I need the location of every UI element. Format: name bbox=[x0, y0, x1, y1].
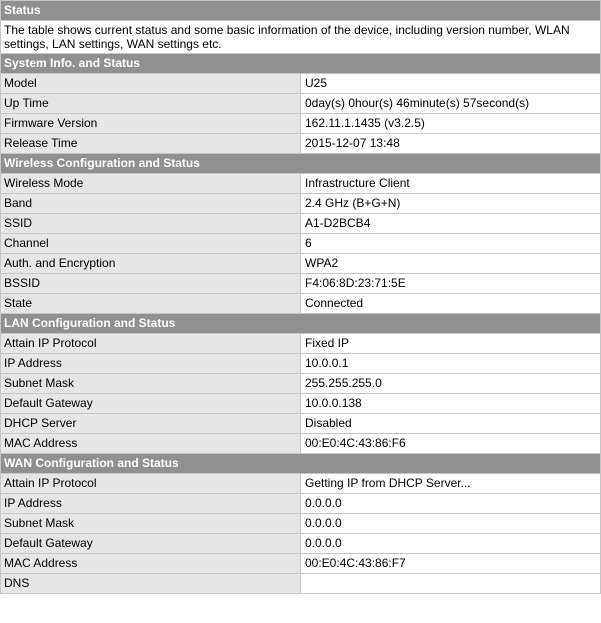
row-label: Firmware Version bbox=[1, 114, 301, 134]
row-value: 162.11.1.1435 (v3.2.5) bbox=[301, 114, 601, 134]
row-label: Subnet Mask bbox=[1, 514, 301, 534]
row-value: 00:E0:4C:43:86:F6 bbox=[301, 434, 601, 454]
row-label: Release Time bbox=[1, 134, 301, 154]
row-value: 00:E0:4C:43:86:F7 bbox=[301, 554, 601, 574]
row-label: Model bbox=[1, 74, 301, 94]
row-label: SSID bbox=[1, 214, 301, 234]
lan-section-title: LAN Configuration and Status bbox=[1, 314, 601, 334]
row-value bbox=[301, 574, 601, 594]
row-label: MAC Address bbox=[1, 554, 301, 574]
table-row bbox=[1, 334, 601, 354]
table-row bbox=[1, 474, 601, 494]
table-row bbox=[1, 274, 601, 294]
status-header-row bbox=[1, 1, 601, 21]
table-row bbox=[1, 234, 601, 254]
row-label: BSSID bbox=[1, 274, 301, 294]
row-label: Channel bbox=[1, 234, 301, 254]
row-value: 0.0.0.0 bbox=[301, 514, 601, 534]
table-row bbox=[1, 374, 601, 394]
row-value: F4:06:8D:23:71:5E bbox=[301, 274, 601, 294]
row-label: IP Address bbox=[1, 354, 301, 374]
status-title: Status bbox=[1, 1, 601, 21]
status-description: The table shows current status and some basic information of the device, including version number, WLAN settings, LAN settings, WAN settings etc. bbox=[1, 21, 601, 54]
table-row bbox=[1, 514, 601, 534]
row-value: 0.0.0.0 bbox=[301, 494, 601, 514]
row-value: Getting IP from DHCP Server... bbox=[301, 474, 601, 494]
row-value: 0day(s) 0hour(s) 46minute(s) 57second(s) bbox=[301, 94, 601, 114]
table-row bbox=[1, 254, 601, 274]
row-value: Connected bbox=[301, 294, 601, 314]
status-description-row bbox=[1, 21, 601, 54]
row-value: A1-D2BCB4 bbox=[301, 214, 601, 234]
row-label: Up Time bbox=[1, 94, 301, 114]
row-label: State bbox=[1, 294, 301, 314]
row-label: Auth. and Encryption bbox=[1, 254, 301, 274]
row-value: 10.0.0.1 bbox=[301, 354, 601, 374]
row-value: Fixed IP bbox=[301, 334, 601, 354]
table-row bbox=[1, 494, 601, 514]
row-label: DHCP Server bbox=[1, 414, 301, 434]
table-row bbox=[1, 354, 601, 374]
table-row bbox=[1, 434, 601, 454]
row-label: MAC Address bbox=[1, 434, 301, 454]
table-row bbox=[1, 414, 601, 434]
table-row bbox=[1, 134, 601, 154]
row-value: WPA2 bbox=[301, 254, 601, 274]
table-row bbox=[1, 294, 601, 314]
table-row bbox=[1, 194, 601, 214]
row-label: Attain IP Protocol bbox=[1, 474, 301, 494]
table-row bbox=[1, 534, 601, 554]
row-label: Default Gateway bbox=[1, 394, 301, 414]
row-value: 2015-12-07 13:48 bbox=[301, 134, 601, 154]
table-row bbox=[1, 214, 601, 234]
row-value: 0.0.0.0 bbox=[301, 534, 601, 554]
row-value: 255.255.255.0 bbox=[301, 374, 601, 394]
table-row bbox=[1, 554, 601, 574]
lan-section-header bbox=[1, 314, 601, 334]
row-value: 10.0.0.138 bbox=[301, 394, 601, 414]
row-label: IP Address bbox=[1, 494, 301, 514]
wan-section-title: WAN Configuration and Status bbox=[1, 454, 601, 474]
table-row bbox=[1, 94, 601, 114]
row-value: Disabled bbox=[301, 414, 601, 434]
row-label: Attain IP Protocol bbox=[1, 334, 301, 354]
wireless-section-title: Wireless Configuration and Status bbox=[1, 154, 601, 174]
table-row bbox=[1, 174, 601, 194]
table-row bbox=[1, 574, 601, 594]
row-value: U25 bbox=[301, 74, 601, 94]
system-section-header bbox=[1, 54, 601, 74]
row-value: Infrastructure Client bbox=[301, 174, 601, 194]
system-section-title: System Info. and Status bbox=[1, 54, 601, 74]
wan-section-header bbox=[1, 454, 601, 474]
row-value: 6 bbox=[301, 234, 601, 254]
row-label: Band bbox=[1, 194, 301, 214]
row-label: Subnet Mask bbox=[1, 374, 301, 394]
table-row bbox=[1, 74, 601, 94]
row-label: DNS bbox=[1, 574, 301, 594]
table-row bbox=[1, 114, 601, 134]
row-value: 2.4 GHz (B+G+N) bbox=[301, 194, 601, 214]
wireless-section-header bbox=[1, 154, 601, 174]
row-label: Default Gateway bbox=[1, 534, 301, 554]
row-label: Wireless Mode bbox=[1, 174, 301, 194]
table-row bbox=[1, 394, 601, 414]
